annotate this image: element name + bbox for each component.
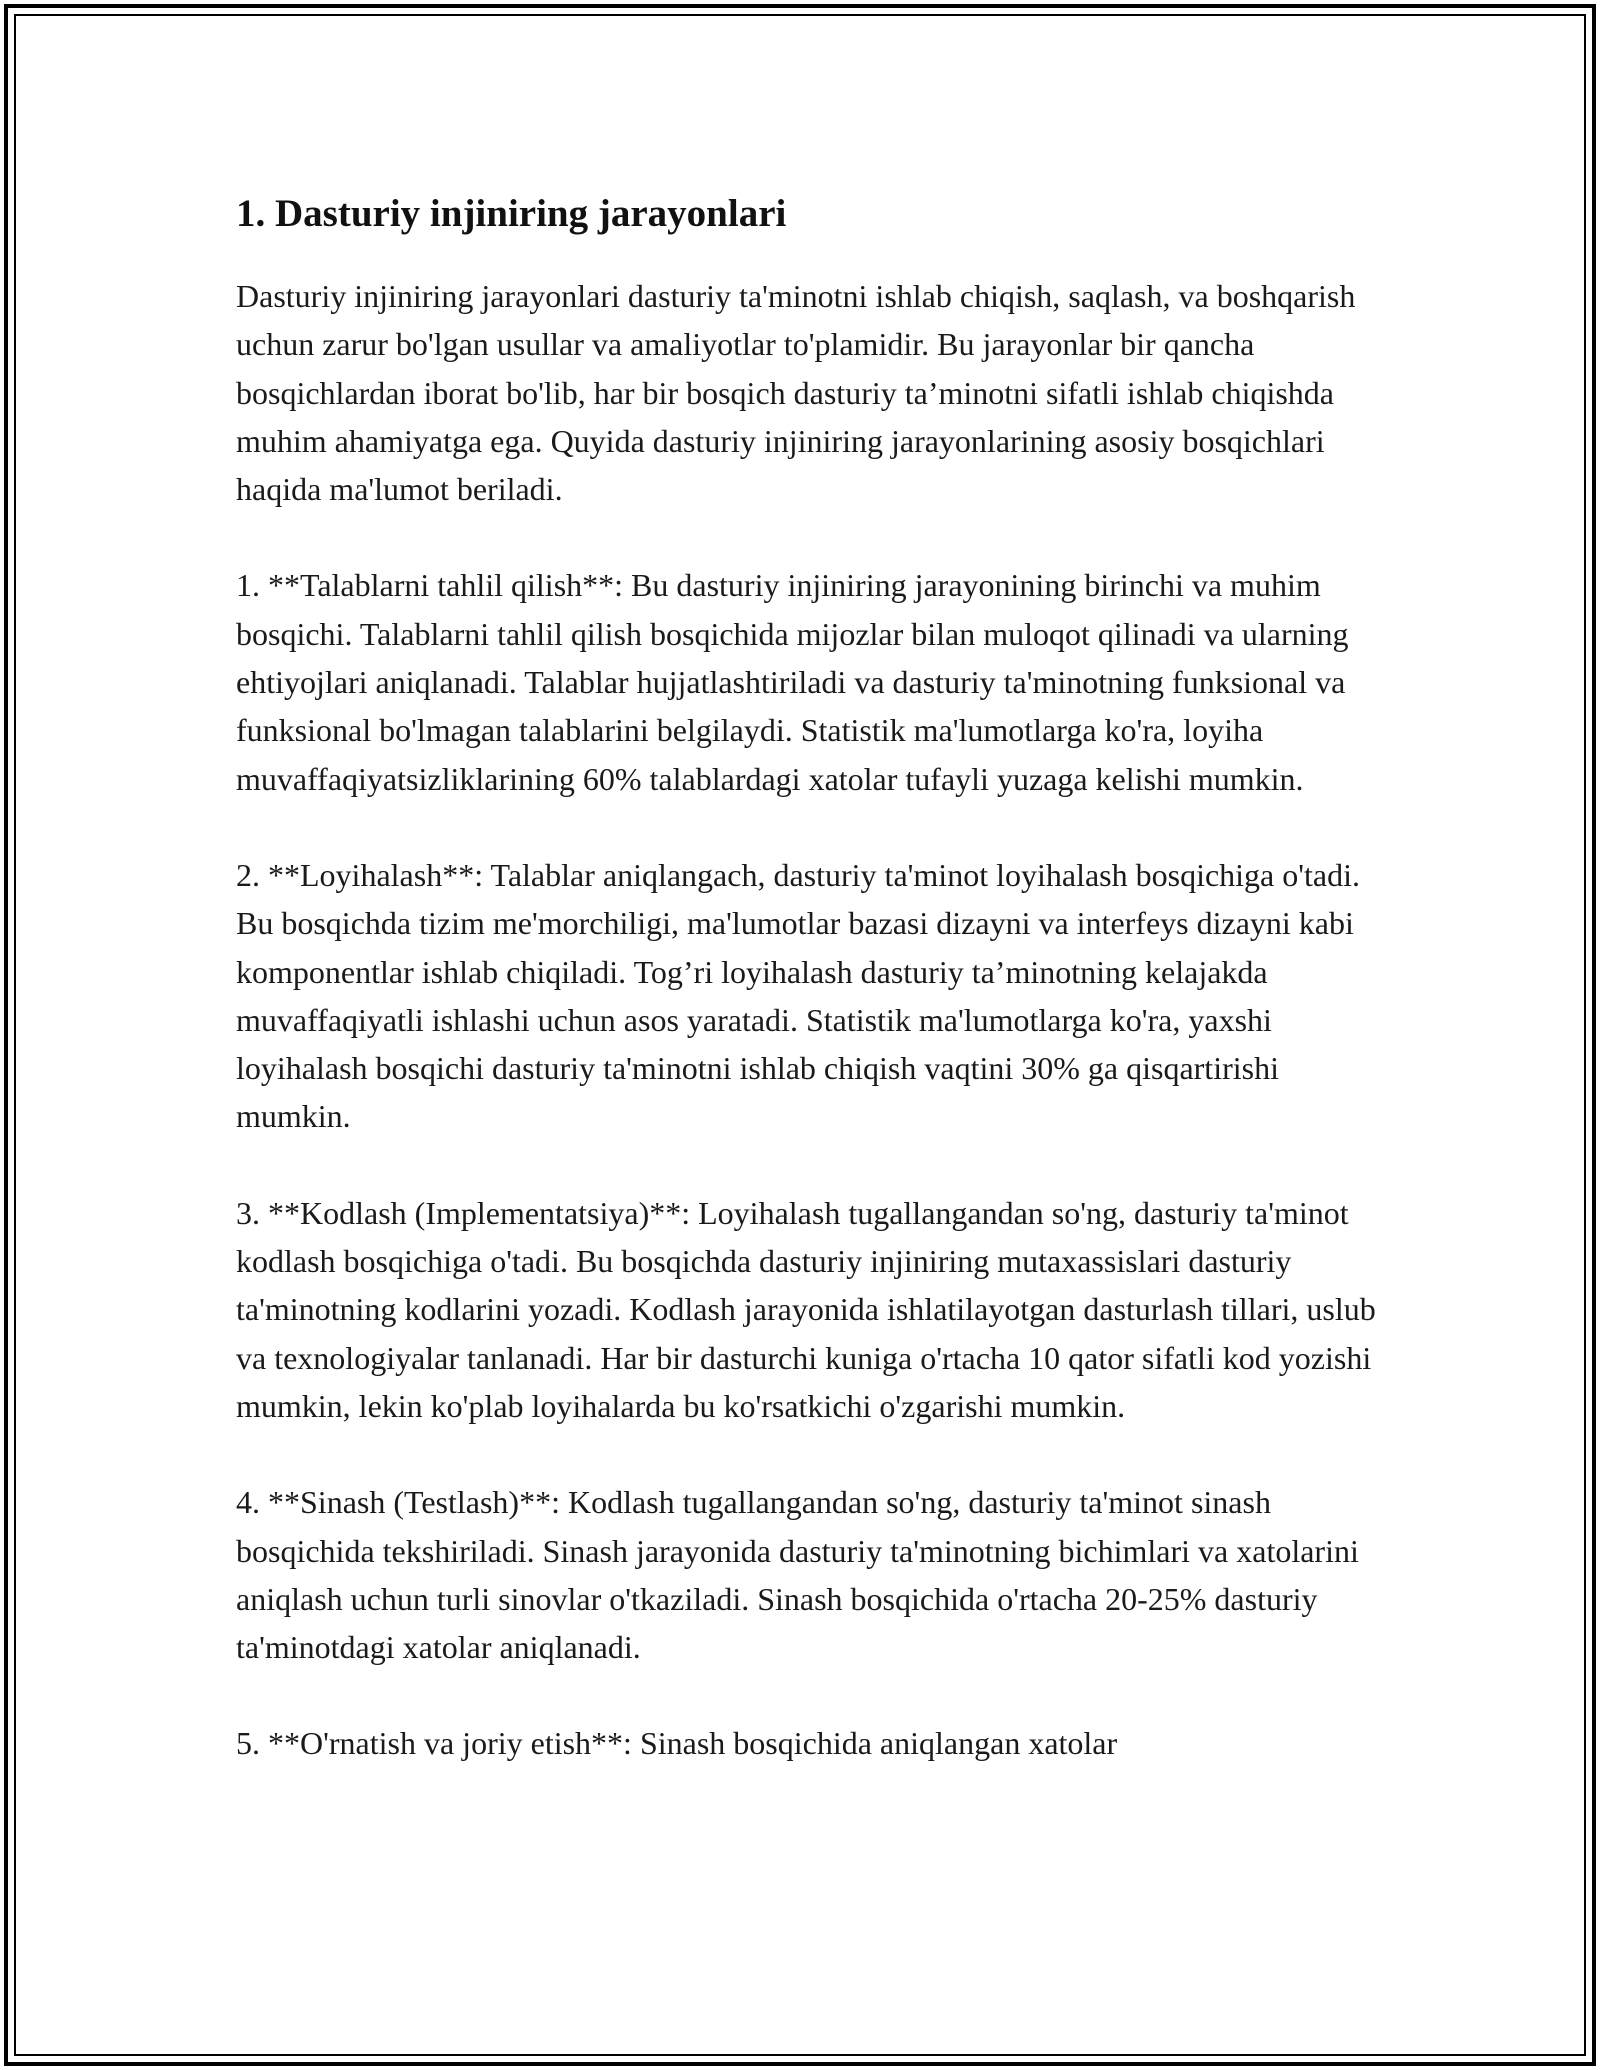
section-requirements-analysis: 1. **Talablarni tahlil qilish**: Bu dasturiy injiniring jarayonining birinchi va muhim bosqichi. Talablarni tahlil qilish bosqichida mijozlar bilan muloqot qilinadi va ularning ehtiyojlari aniqlanadi. Talablar hujjatlashtiriladi va dasturiy ta'minotning funksional va funksional bo'lmagan talablarini belgilaydi. Statistik ma'lumotlarga ko'ra, loyiha muvaffaqiyatsizliklarining 60% talablardagi xatolar tufayli yuzaga kelishi mumkin. <box>236 567 1349 797</box>
document-title: 1. Dasturiy injiniring jarayonlari <box>236 192 787 235</box>
intro-paragraph: Dasturiy injiniring jarayonlari dasturiy ta'minotni ishlab chiqish, saqlash, va boshqarish uchun zarur bo'lgan usullar va amaliyotlar to'plamidir. Bu jarayonlar bir qancha bosqichlardan iborat bo'lib, har bir bosqich dasturiy ta’minotni sifatli ishlab chiqishda muhim ahamiyatga ega. Quyida dasturiy injiniring jarayonlarining asosiy bosqichlari haqida ma'lumot beriladi. <box>236 278 1356 508</box>
section-testing: 4. **Sinash (Testlash)**: Kodlash tugallangandan so'ng, dasturiy ta'minot sinash bosqichida tekshiriladi. Sinash jarayonida dasturiy ta'minotning bichimlari va xatolarini aniqlash uchun turli sinovlar o'tkaziladi. Sinash bosqichida o'rtacha 20-25% dasturiy ta'minotdagi xatolar aniqlanadi. <box>236 1484 1359 1666</box>
section-design: 2. **Loyihalash**: Talablar aniqlangach, dasturiy ta'minot loyihalash bosqichiga o'tadi. Bu bosqichda tizim me'morchiligi, ma'lumotlar bazasi dizayni va interfeys dizayni kabi komponentlar ishlab chiqiladi. Tog’ri loyihalash dasturiy ta’minotning kelajakda muvaffaqiyatli ishlashi uchun asos yaratadi. Statistik ma'lumotlarga ko'ra, yaxshi loyihalash bosqichi dasturiy ta'minotni ishlab chiqish vaqtini 30% ga qisqartirishi mumkin. <box>236 856 1360 1135</box>
document-body <box>236 186 1386 1816</box>
section-implementation: 3. **Kodlash (Implementatsiya)**: Loyihalash tugallangandan so'ng, dasturiy ta'minot kodlash bosqichiga o'tadi. Bu bosqichda dasturiy injiniring mutaxassislari dasturiy ta'minotning kodlarini yozadi. Kodlash jarayonida ishlatilayotgan dasturlash tillari, uslub va texnologiyalar tanlanadi. Har bir dasturchi kuniga o'rtacha 10 qator sifatli kod yozishi mumkin, lekin ko'plab loyihalarda bu ko'rsatkichi o'zgarishi mumkin. <box>236 1194 1376 1424</box>
section-deployment: 5. **O'rnatish va joriy etish**: Sinash bosqichida aniqlangan xatolar <box>236 1725 1118 1762</box>
